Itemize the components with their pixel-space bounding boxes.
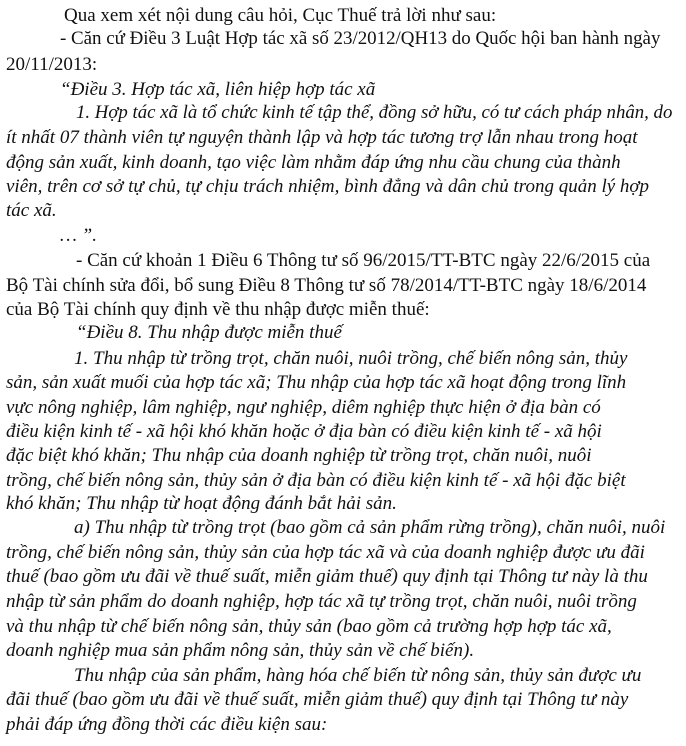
quote-line: và thu nhập từ chế biến nông sản, thủy sản (bao gồm cả trường hợp hợp tác xã, <box>6 616 612 637</box>
quote-line: đãi thuế (bao gồm ưu đãi về thuế suất, miễn giảm thuế) quy định tại Thông tư này <box>6 689 629 710</box>
quote-line: sản, sản xuất muối của hợp tác xã; Thu nhập của hợp tác xã hoạt động trong lĩnh <box>6 372 627 393</box>
citation-line: Bộ Tài chính sửa đổi, bổ sung Điều 8 Thông tư số 78/2014/TT-BTC ngày 18/6/2014 <box>6 275 647 296</box>
intro-line: Qua xem xét nội dung câu hỏi, Cục Thuế trả lời như sau: <box>64 5 497 26</box>
quote-line: trồng, chế biến nông sản, thủy sản của hợp tác xã và của doanh nghiệp được ưu đãi <box>6 542 645 563</box>
quote-line: vực nông nghiệp, lâm nghiệp, ngư nghiệp, diêm nghiệp thực hiện ở địa bàn có <box>6 397 601 418</box>
quote-line: … ”. <box>60 225 97 246</box>
quote-line: a) Thu nhập từ trồng trọt (bao gồm cả sản phẩm rừng trồng), chăn nuôi, nuôi <box>74 517 666 538</box>
quote-line: doanh nghiệp mua sản phẩm nông sản, thủy sản về chế biến). <box>6 640 475 661</box>
quote-line: khó khăn; Thu nhập từ hoạt động đánh bắt hải sản. <box>6 493 397 514</box>
quote-line: nhập từ sản phẩm do doanh nghiệp, hợp tác xã tự trồng trọt, chăn nuôi, nuôi trồng <box>6 591 637 612</box>
quote-line: “Điều 3. Hợp tác xã, liên hiệp hợp tác xã <box>60 79 376 100</box>
quote-line: tác xã. <box>6 200 57 221</box>
quote-line: “Điều 8. Thu nhập được miễn thuế <box>76 322 342 343</box>
quote-line: 1. Hợp tác xã là tổ chức kinh tế tập thể, đồng sở hữu, có tư cách pháp nhân, do <box>76 102 673 123</box>
quote-line: thuế (bao gồm ưu đãi về thuế suất, miễn giảm thuế) quy định tại Thông tư này là thu <box>6 566 648 587</box>
quote-line: ít nhất 07 thành viên tự nguyện thành lập và hợp tác tương trợ lẫn nhau trong hoạt <box>6 127 638 148</box>
quote-line: động sản xuất, kinh doanh, tạo việc làm nhằm đáp ứng nhu cầu chung của thành <box>6 152 621 173</box>
quote-line: trồng, chế biến nông sản, thủy sản ở địa bàn có điều kiện kinh tế - xã hội đặc biệt <box>6 470 626 491</box>
quote-line: phải đáp ứng đồng thời các điều kiện sau: <box>6 714 328 735</box>
citation-line: - Căn cứ khoản 1 Điều 6 Thông tư số 96/2015/TT-BTC ngày 22/6/2015 của <box>76 250 651 271</box>
citation-line: - Căn cứ Điều 3 Luật Hợp tác xã số 23/2012/QH13 do Quốc hội ban hành ngày <box>60 28 661 49</box>
quote-line: 1. Thu nhập từ trồng trọt, chăn nuôi, nuôi trồng, chế biến nông sản, thủy <box>74 348 628 369</box>
quote-line: Thu nhập của sản phẩm, hàng hóa chế biến từ nông sản, thủy sản được ưu <box>74 665 642 686</box>
date-line: 20/11/2013: <box>6 54 98 75</box>
citation-line: của Bộ Tài chính quy định về thu nhập được miễn thuế: <box>6 299 430 320</box>
quote-line: đặc biệt khó khăn; Thu nhập của doanh nghiệp từ trồng trọt, chăn nuôi, nuôi <box>6 445 592 466</box>
quote-line: viên, trên cơ sở tự chủ, tự chịu trách nhiệm, bình đẳng và dân chủ trong quản lý hợp <box>6 176 650 197</box>
quote-line: điều kiện kinh tế - xã hội khó khăn hoặc ở địa bàn có điều kiện kinh tế - xã hội <box>6 421 602 442</box>
